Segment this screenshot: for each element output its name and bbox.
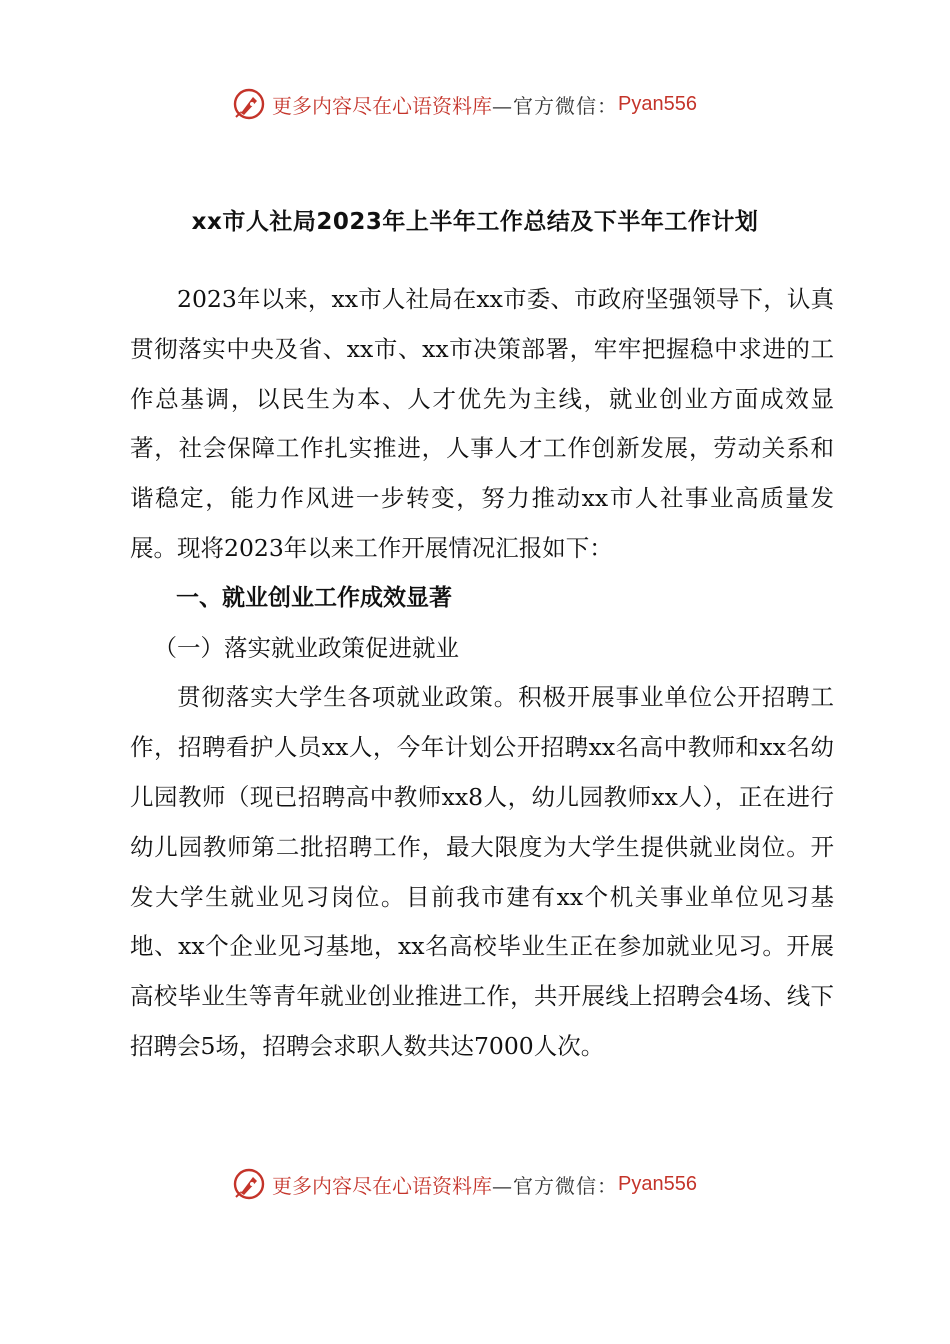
subsection-heading: （一）落实就业政策促进就业 — [153, 633, 459, 662]
pen-nib-logo-icon — [232, 1167, 266, 1201]
banner-wechat-label: —官方微信： — [492, 1173, 618, 1198]
pen-nib-logo-icon — [232, 87, 266, 121]
banner-site-text: 更多内容尽在心语资料库 — [272, 1173, 492, 1198]
banner-site-text: 更多内容尽在心语资料库 — [272, 93, 492, 118]
banner-wechat-label: —官方微信： — [492, 93, 618, 118]
document-body — [130, 275, 834, 1072]
banner-wechat-id: Pyan556 — [618, 92, 697, 115]
document-title: xx市人社局2023年上半年工作总结及下半年工作计划 — [191, 209, 759, 235]
section-heading: 一、就业创业工作成效显著 — [176, 584, 452, 611]
intro-paragraph: 2023年以来，xx市人社局在xx市委、市政府坚强领导下，认真贯彻落实中央及省、xx市、xx市决策部署，牢牢把握稳中求进的工作总基调，以民生为本、人才优先为主线，就业创业方面成效显著，社会保障工作扎实推进，人事人才工作创新发展，劳动关系和谐稳定，能力作风进一步转变，努力推动xx市人社事业高质量发展。现将2023年以来工作开展情况汇报如下： — [130, 285, 834, 562]
employment-paragraph: 贯彻落实大学生各项就业政策。积极开展事业单位公开招聘工作，招聘看护人员xx人，今年计划公开招聘xx名高中教师和xx名幼儿园教师（现已招聘高中教师xx8人，幼儿园教师xx人），正在进行幼儿园教师第二批招聘工作，最大限度为大学生提供就业岗位。开发大学生就业见习岗位。目前我市建有xx个机关事业单位见习基地、xx个企业见习基地，xx名高校毕业生正在参加就业见习。开展高校毕业生等青年就业创业推进工作，共开展线上招聘会4场、线下招聘会5场，招聘会求职人数共达7000人次。 — [130, 683, 834, 1060]
banner-wechat-id: Pyan556 — [618, 1172, 697, 1195]
footer-banner — [232, 1164, 752, 1204]
header-banner — [232, 84, 752, 124]
